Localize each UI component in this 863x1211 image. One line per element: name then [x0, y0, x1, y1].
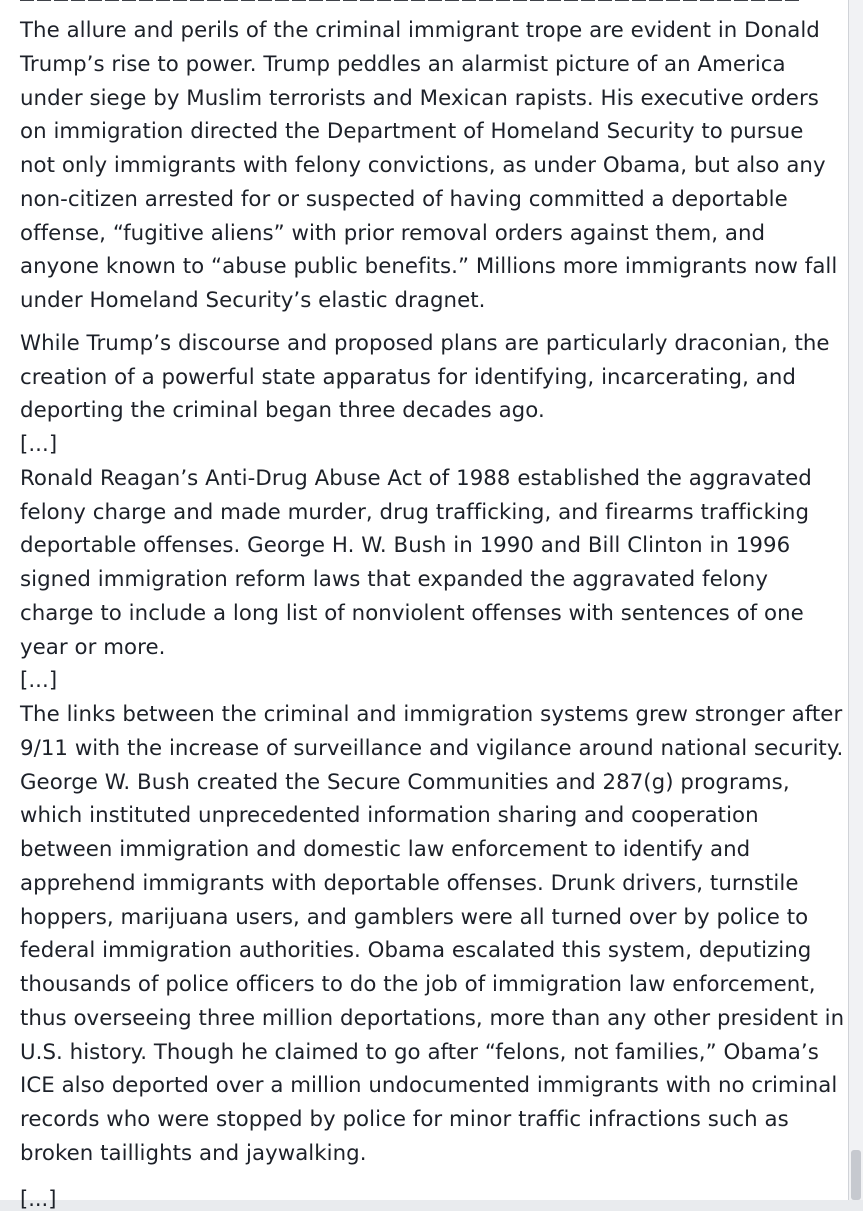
- paragraph-trump-rise: The allure and perils of the criminal immigrant trope are evident in Donald Trump’s rise to power. Trump peddles an alarmist picture of an America under siege by Muslim terrorists and Mexican rapists. His executive orders on immigration directed the Department of Homeland Security to pursue not only immigrants with felony convictions, as under Obama, but also any non-citizen arrested for or suspected of having committed a deportable offense, “fugitive aliens” with prior removal orders against them, and anyone known to “abuse public benefits.” Millions more immigrants now fall under Homeland Security’s elastic dragnet.: [20, 18, 838, 313]
- paragraph-reagan-bush-clinton: Ronald Reagan’s Anti-Drug Abuse Act of 1988 established the aggravated felony charge and made murder, drug trafficking, and firearms trafficking deportable offenses. George H. W. Bush in 1990 and Bill Clinton in 1996 signed immigration reform laws that expanded the aggravated felony charge to include a long list of nonviolent offenses with sentences of one year or more.: [20, 465, 812, 660]
- paragraph-draconian-plans: While Trump’s discourse and proposed plans are particularly draconian, the creation of a powerful state apparatus for identifying, incarcerating, and deporting the criminal began three decades ago.: [20, 330, 830, 424]
- scrollbar-thumb[interactable]: [851, 1150, 861, 1200]
- article-body: [20, 14, 845, 1171]
- cropped-ellipsis-marker: [20, 1187, 57, 1211]
- cropped-previous-line: [20, 0, 800, 2]
- vertical-scrollbar[interactable]: [849, 0, 863, 1200]
- paragraph-post-911-enforcement: The links between the criminal and immigration systems grew stronger after 9/11 with the increase of surveillance and vigilance around national security. George W. Bush created the Secure Communities and 287(g) programs, which instituted unprecedented information sharing and cooperation between immigration and domestic law enforcement to identify and apprehend immigrants with deportable offenses. Drunk drivers, turnstile hoppers, marijuana users, and gamblers were all turned over by police to federal immigration authorities. Obama escalated this system, deputizing thousands of police officers to do the job of immigration law enforcement, thus overseeing three million deportations, more than any other president in U.S. history. Though he claimed to go after “felons, not families,” Obama’s ICE also deported over a million undocumented immigrants with no criminal records who were stopped by police for minor traffic infractions such as broken taillights and jaywalking.: [20, 702, 845, 1166]
- ellipsis-marker: [...]: [20, 432, 58, 457]
- ellipsis-marker-partial: [...]: [20, 1187, 57, 1211]
- cropped-text-fragment: [20, 0, 800, 1]
- ellipsis-marker: [...]: [20, 668, 58, 694]
